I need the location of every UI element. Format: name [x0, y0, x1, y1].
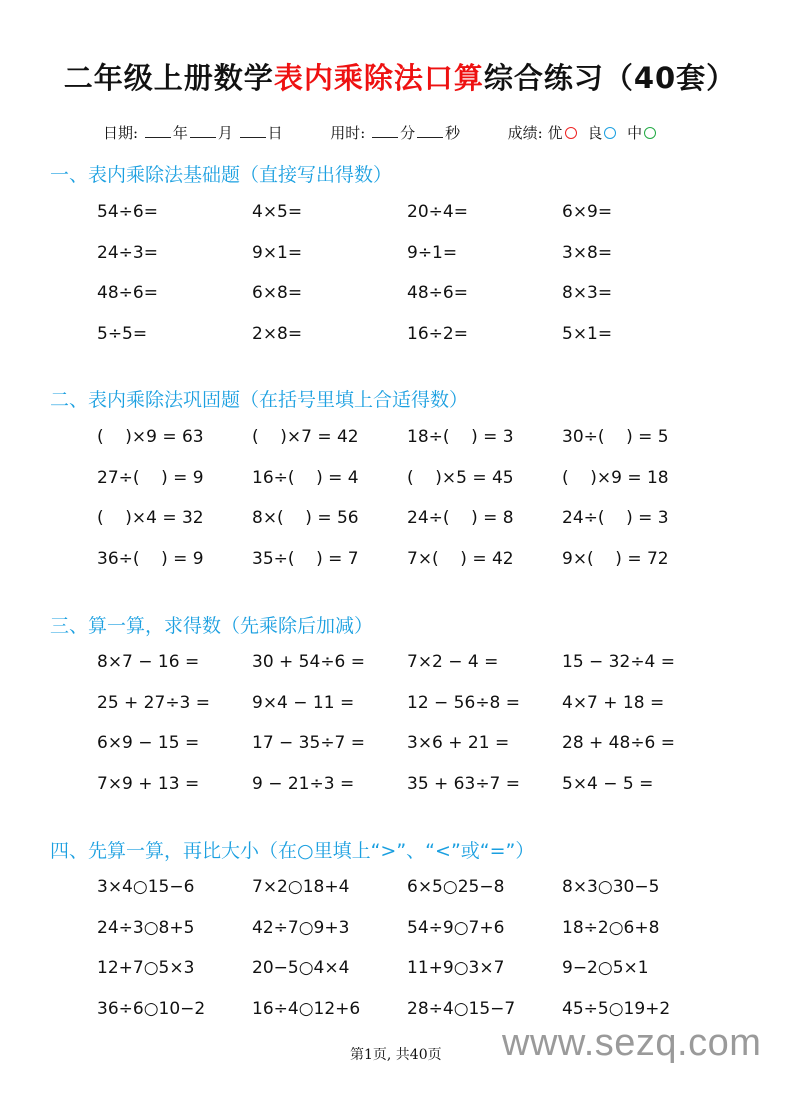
title-highlight: 表内乘除法口算 [273, 61, 484, 95]
year-blank[interactable] [145, 123, 171, 138]
problem: 24÷3= [97, 242, 158, 263]
problem: 9×4 − 11 = [252, 692, 355, 713]
problem: 6×9= [562, 202, 613, 222]
problem: 6×9 − 15 = [97, 733, 200, 753]
month-blank[interactable] [190, 123, 216, 138]
page-title [0, 56, 800, 97]
problem: 5×1= [562, 323, 613, 344]
problem-row [97, 202, 777, 243]
problem-row [97, 549, 777, 590]
section-1-problems [97, 202, 777, 364]
problem: 3×6 + 21 = [407, 733, 510, 753]
section-2-heading: 二、表内乘除法巩固题（在括号里填上合适得数） [50, 389, 469, 411]
problem: 9−2○5×1 [562, 958, 649, 978]
problem: 45÷5○19+2 [562, 998, 671, 1019]
second-label: 秒 [445, 124, 461, 142]
problem: 16÷2= [407, 323, 468, 344]
problem: 28 + 48÷6 = [562, 733, 676, 753]
problem-row [97, 652, 777, 693]
problem: 9÷1= [407, 242, 458, 263]
problem: 7×( ) = 42 [407, 548, 514, 569]
problem: 9×( ) = 72 [562, 548, 669, 569]
problem: 48÷6= [407, 283, 468, 303]
problem: 35÷( ) = 7 [252, 548, 359, 569]
problem: 8×3= [562, 283, 613, 303]
problem: 8×3○30−5 [562, 877, 660, 897]
problem: 27÷( ) = 9 [97, 467, 204, 488]
problem: 17 − 35÷7 = [252, 733, 366, 753]
minute-blank[interactable] [372, 123, 398, 138]
section-3-problems [97, 652, 777, 814]
problem-row [97, 243, 777, 284]
problem-row [97, 693, 777, 734]
grade-excellent-circle-icon[interactable] [565, 127, 577, 139]
date-label: 日期: [103, 124, 139, 142]
problem: 7×9 + 13 = [97, 773, 200, 794]
problem: 5×4 − 5 = [562, 773, 654, 794]
problem: 24÷3○8+5 [97, 917, 195, 938]
problem: 4×7 + 18 = [562, 692, 665, 713]
problem: 36÷( ) = 9 [97, 548, 204, 569]
problem: 9 − 21÷3 = [252, 773, 355, 794]
problem: 7×2 − 4 = [407, 652, 499, 672]
problem: 6×8= [252, 283, 303, 303]
problem-row [97, 877, 777, 918]
problem: 6×5○25−8 [407, 877, 505, 897]
section-1-heading: 一、表内乘除法基础题（直接写出得数） [50, 164, 393, 186]
page-number: 第1页, 共40页 [350, 1047, 442, 1063]
grade-good-label: 良 [587, 124, 603, 142]
grade-excellent-label: 优 [547, 124, 563, 142]
problem: 54÷6= [97, 202, 158, 222]
problem: 7×2○18+4 [252, 877, 350, 897]
problem: ( )×5 = 45 [407, 467, 514, 488]
problem: 28÷4○15−7 [407, 998, 516, 1019]
problem-row [97, 918, 777, 959]
watermark: www.sezq.com [502, 1022, 762, 1064]
problem-row [97, 324, 777, 365]
problem-row [97, 283, 777, 324]
month-label: 月 [217, 124, 233, 142]
problem: 20−5○4×4 [252, 958, 350, 978]
problem: 30 + 54÷6 = [252, 652, 366, 672]
grade-fair-circle-icon[interactable] [644, 127, 656, 139]
problem: 12 − 56÷8 = [407, 692, 521, 713]
minute-label: 分 [400, 124, 416, 142]
problem: 3×8= [562, 242, 613, 263]
problem: ( )×9 = 63 [97, 427, 204, 447]
section-4-heading: 四、先算一算，再比大小（在○里填上“>”、“<”或“=”） [50, 840, 535, 862]
problem: ( )×9 = 18 [562, 467, 669, 488]
year-label: 年 [172, 124, 188, 142]
problem-row [97, 508, 777, 549]
day-blank[interactable] [240, 123, 266, 138]
time-label: 用时: [330, 124, 366, 142]
problem: 3×4○15−6 [97, 877, 195, 897]
problem: 4×5= [252, 202, 303, 222]
problem: 16÷4○12+6 [252, 998, 361, 1019]
problem: ( )×4 = 32 [97, 508, 204, 528]
second-blank[interactable] [417, 123, 443, 138]
problem-row [97, 774, 777, 815]
problem: ( )×7 = 42 [252, 427, 359, 447]
problem-row [97, 468, 777, 509]
problem: 42÷7○9+3 [252, 917, 350, 938]
problem-row [97, 427, 777, 468]
problem: 18÷( ) = 3 [407, 427, 514, 447]
score-label: 成绩: [507, 124, 543, 142]
problem: 9×1= [252, 242, 303, 263]
problem: 25 + 27÷3 = [97, 692, 211, 713]
problem-row [97, 733, 777, 774]
problem: 18÷2○6+8 [562, 917, 660, 938]
problem: 54÷9○7+6 [407, 917, 505, 938]
section-4-problems [97, 877, 777, 1039]
day-label: 日 [267, 124, 283, 142]
problem-row [97, 958, 777, 999]
section-3-heading: 三、算一算，求得数（先乘除后加减） [50, 615, 374, 637]
problem: 30÷( ) = 5 [562, 427, 669, 447]
problem: 11+9○3×7 [407, 958, 505, 978]
grade-fair-label: 中 [627, 124, 643, 142]
problem: 8×( ) = 56 [252, 508, 359, 528]
problem: 8×7 − 16 = [97, 652, 200, 672]
grade-good-circle-icon[interactable] [604, 127, 616, 139]
problem: 48÷6= [97, 283, 158, 303]
problem: 15 − 32÷4 = [562, 652, 676, 672]
problem: 16÷( ) = 4 [252, 467, 359, 488]
worksheet-meta [103, 122, 662, 143]
section-2-problems [97, 427, 777, 589]
problem: 24÷( ) = 3 [562, 508, 669, 528]
title-suffix: 综合练习（40套） [483, 61, 737, 95]
problem: 5÷5= [97, 323, 148, 344]
problem: 20÷4= [407, 202, 468, 222]
problem: 36÷6○10−2 [97, 998, 206, 1019]
title-prefix: 二年级上册数学 [63, 61, 274, 95]
problem: 24÷( ) = 8 [407, 508, 514, 528]
problem: 35 + 63÷7 = [407, 773, 521, 794]
problem: 2×8= [252, 323, 303, 344]
problem: 12+7○5×3 [97, 958, 195, 978]
